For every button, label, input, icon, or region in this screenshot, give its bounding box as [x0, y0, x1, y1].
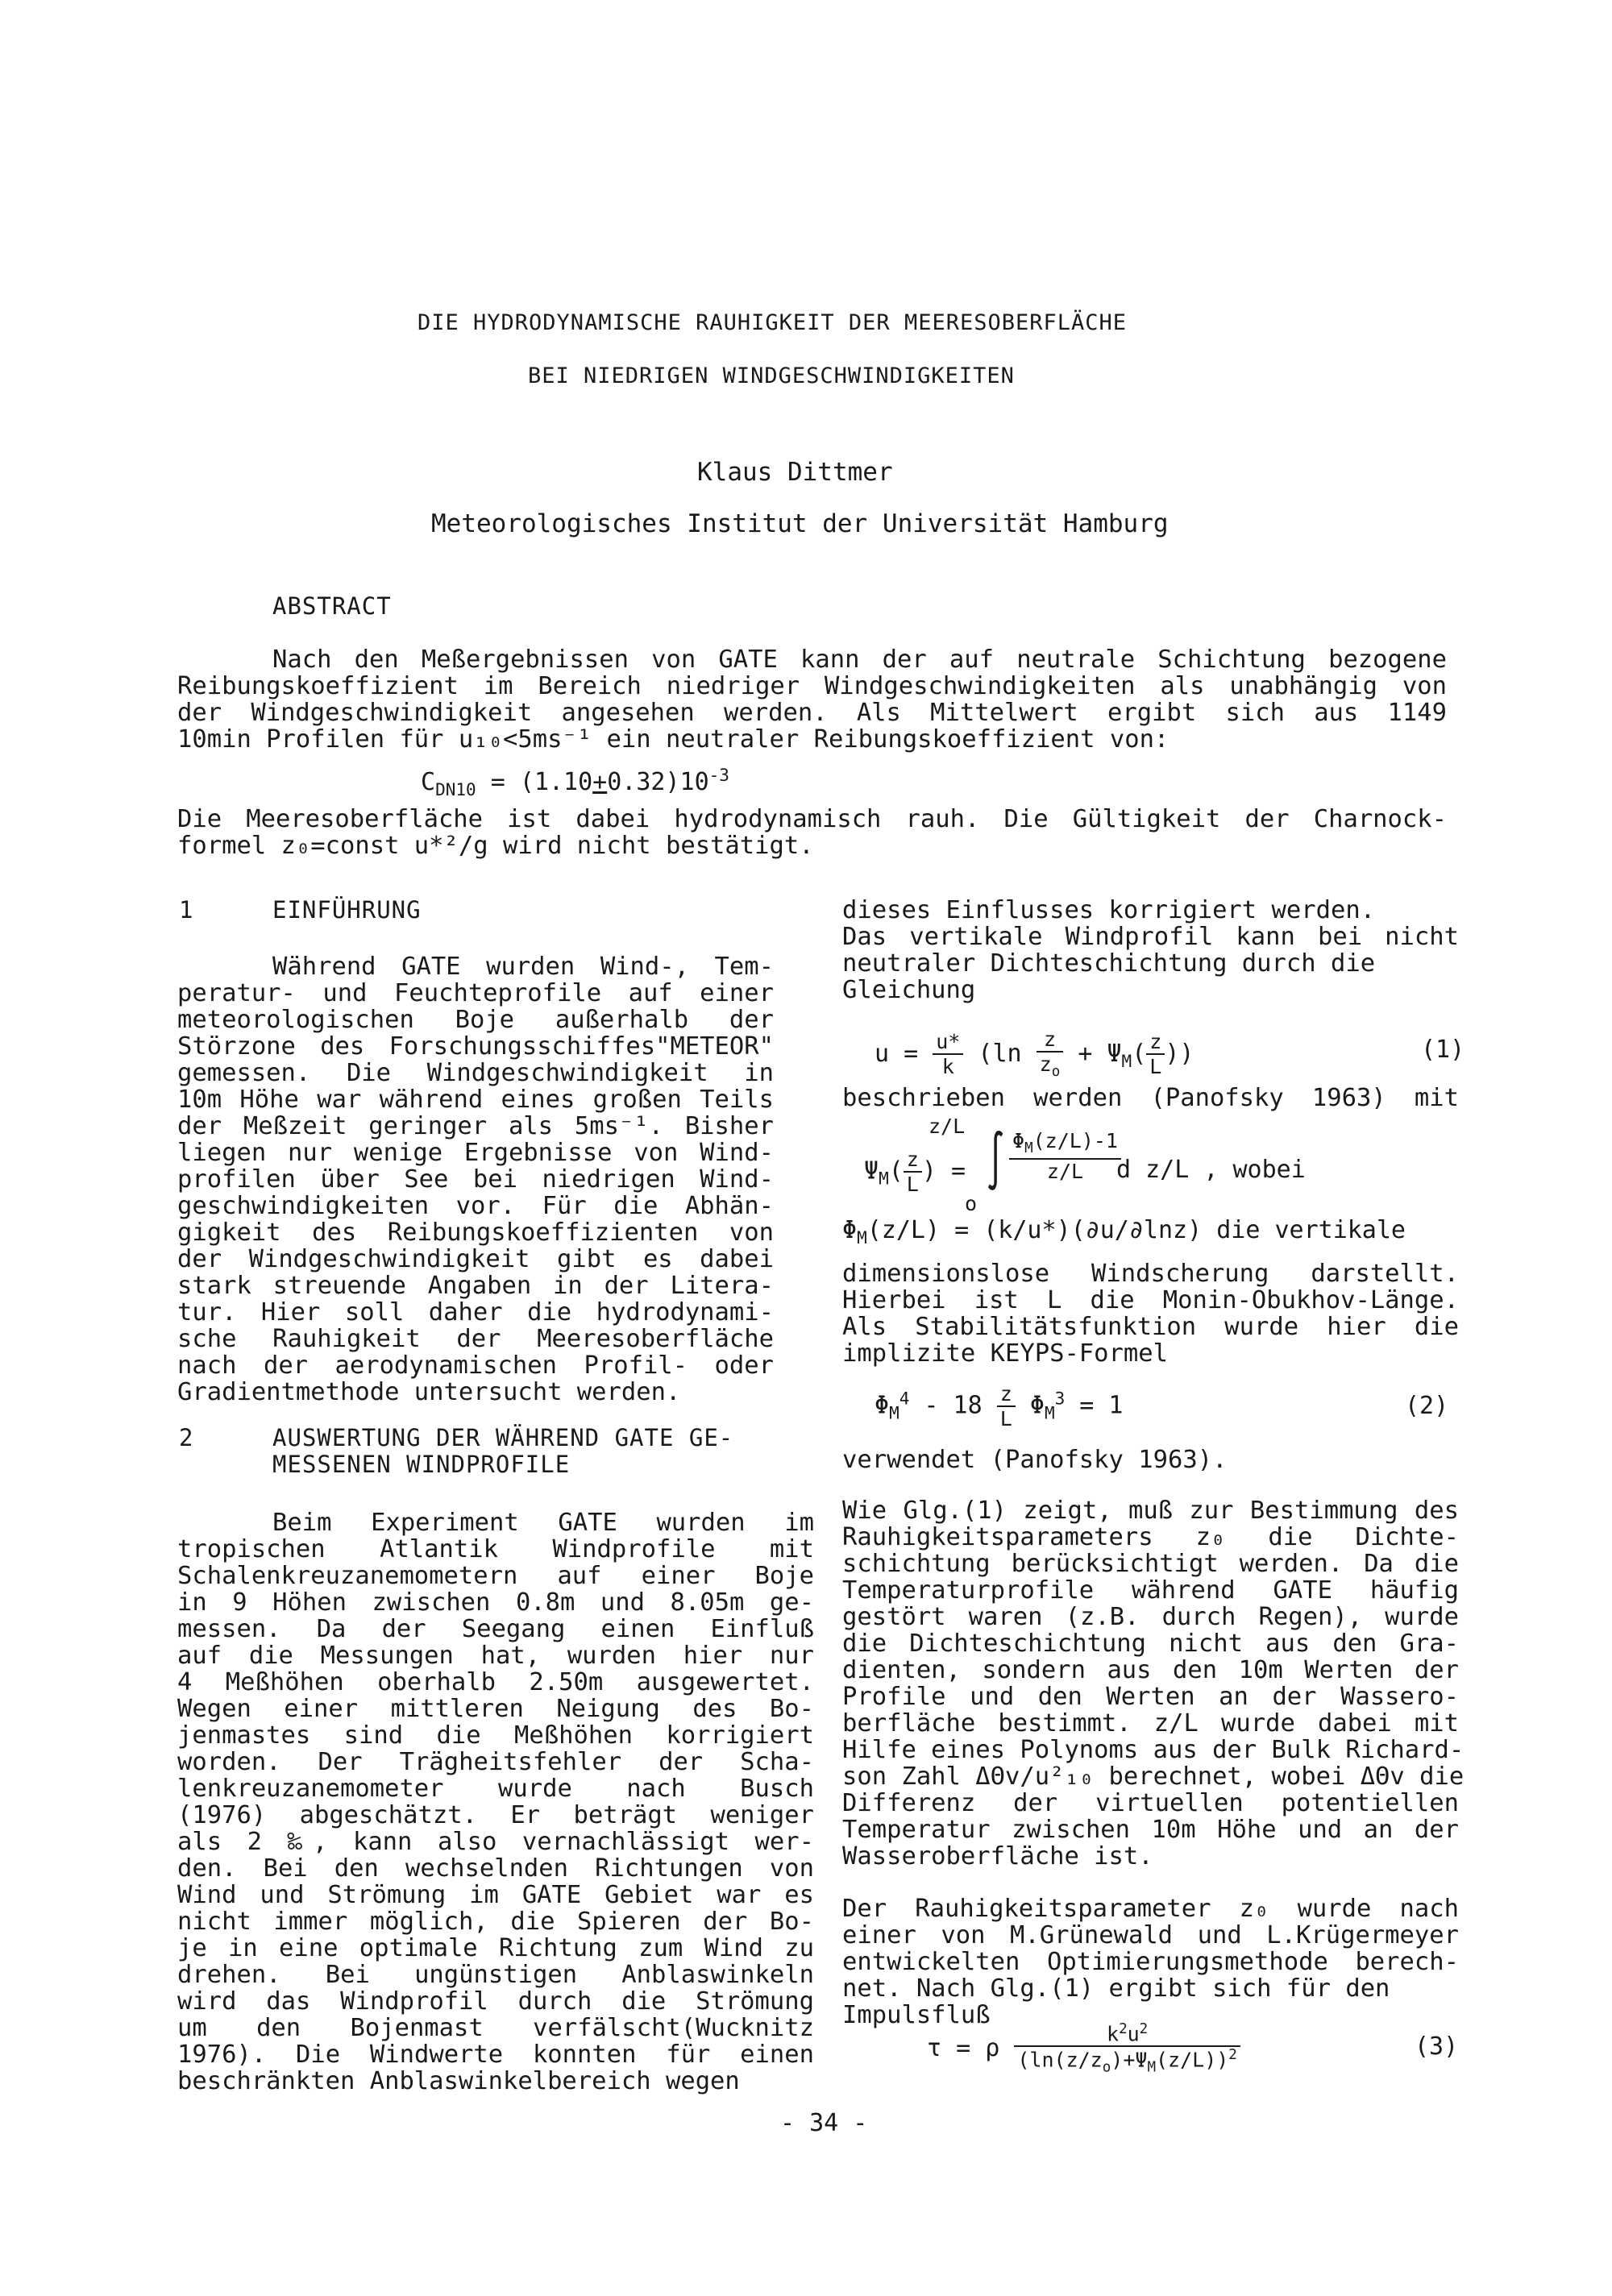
- body-line: implizite KEYPS-Formel: [842, 1339, 1168, 1368]
- right-column-mid: [842, 1260, 1459, 1367]
- body-line: Störzone des Forschungsschiffes"METEOR": [177, 1032, 774, 1061]
- body-line: 10m Höhe war während eines großen Teils: [177, 1086, 774, 1114]
- body-line: son Zahl ΔΘv/u²₁₀ berechnet, wobei ΔΘv die: [842, 1762, 1465, 1791]
- abstract-line: Die Meeresoberfläche ist dabei hydrodynamisch rauh. Die Gültigkeit der Charnock-: [177, 805, 1447, 833]
- body-line: den. Bei den wechselnden Richtungen von: [177, 1854, 814, 1883]
- section-1-number: 1: [179, 896, 194, 924]
- body-line: tropischen Atlantik Windprofile mit: [177, 1535, 814, 1563]
- body-line: verwendet (Panofsky 1963).: [842, 1446, 1228, 1474]
- section-2-body: [177, 1509, 814, 2095]
- right-column-paragraph-2: [842, 1497, 1465, 1870]
- body-line: einer von M.Grünewald und L.Krügermeyer: [842, 1921, 1459, 1949]
- abstract-heading: ABSTRACT: [272, 592, 392, 620]
- abstract-line: formel z₀=const u*²/g wird nicht bestätigt.: [177, 832, 814, 860]
- body-line: lenkreuzanemometer wurde nach Busch: [177, 1775, 814, 1803]
- right-column-text: [842, 1085, 1459, 1111]
- body-line: (1976) abgeschätzt. Er beträgt weniger: [177, 1801, 814, 1829]
- body-line: der Meßzeit geringer als 5ms⁻¹. Bisher: [177, 1112, 774, 1140]
- section-2-heading-line-2: MESSENEN WINDPROFILE: [272, 1451, 571, 1478]
- body-line: dienten, sondern aus den 10m Werten der: [842, 1656, 1459, 1684]
- equation-1: u = $\frac{u*}{k}$ (ln $\frac{z}{z_o}$ + $\Psi_M$( $\frac{z}{L}$ )): [875, 1028, 1194, 1080]
- equation-psi-wobei: d z/L , wobei: [1116, 1156, 1306, 1184]
- body-line: gigkeit des Reibungskoeffizienten von: [177, 1219, 774, 1247]
- abstract-line: der Windgeschwindigkeit angesehen werden. Als Mittelwert ergibt sich aus 1149: [177, 699, 1447, 727]
- body-line: in 9 Höhen zwischen 0.8m und 8.05m ge-: [177, 1588, 814, 1617]
- body-line: als 2 ‰, kann also vernachlässigt wer-: [177, 1828, 814, 1856]
- equation-psi-integral: z/L $\Psi_M$( $\frac{z}{L}$ ) = ∫ $\frac{\Phi_M(z/L)-1}{z/L}$ o: [864, 1115, 1299, 1211]
- body-line: um den Bojenmast verfälscht(Wucknitz: [177, 2014, 814, 2042]
- body-line: profilen über See bei niedrigen Wind-: [177, 1165, 774, 1194]
- body-line: peratur- und Feuchteprofile auf einer: [177, 979, 774, 1007]
- body-line: 1976). Die Windwerte konnten für einen: [177, 2041, 814, 2069]
- equation-2: $\Phi_M^4 - 18$ $\frac{z}{L}$ $\Phi_M^3 = 1$: [875, 1382, 1124, 1430]
- equation-1-number: (1): [1421, 1036, 1465, 1064]
- abstract-line: Nach den Meßergebnissen von GATE kann der auf neutrale Schichtung bezogene: [272, 646, 1447, 674]
- body-line: Differenz der virtuellen potentiellen: [842, 1789, 1459, 1817]
- body-line: Während GATE wurden Wind-, Tem-: [272, 953, 774, 981]
- body-line: Beim Experiment GATE wurden im: [272, 1509, 814, 1537]
- paper-title-line-2: BEI NIEDRIGEN WINDGESCHWINDIGKEITEN: [528, 363, 1015, 388]
- body-line: Temperaturprofile während GATE häufig: [842, 1576, 1459, 1605]
- body-line: schichtung berücksichtigt werden. Da die: [842, 1550, 1459, 1578]
- body-line: auf die Messungen hat, wurden hier nur: [177, 1642, 814, 1670]
- body-line: nach der aerodynamischen Profil- oder: [177, 1351, 774, 1380]
- body-line: Impulsfluß: [842, 2001, 991, 2029]
- right-column-paragraph-3: [842, 1895, 1459, 2028]
- body-line: jenmastes sind die Meßhöhen korrigiert: [177, 1721, 814, 1750]
- body-line: net. Nach Glg.(1) ergibt sich für den: [842, 1974, 1390, 2003]
- abstract-body: [177, 646, 1447, 753]
- body-line: der Windgeschwindigkeit gibt es dabei: [177, 1245, 774, 1273]
- body-line: Gradientmethode untersucht werden.: [177, 1378, 681, 1406]
- abstract-line: 10min Profilen für u₁₀<5ms⁻¹ ein neutraler Reibungskoeffizient von:: [177, 725, 1170, 754]
- author-name: Klaus Dittmer: [697, 458, 893, 487]
- right-column-after-eq2: [842, 1447, 1459, 1473]
- equation-phi-definition: $\Phi_M(z/L) = (k/u*)(\partial u/\partial\ln z)$ die vertikale: [842, 1216, 1406, 1248]
- body-line: meteorologischen Boje außerhalb der: [177, 1006, 774, 1034]
- body-line: Profile und den Werten an der Wassero-: [842, 1683, 1459, 1711]
- body-line: Hilfe eines Polynoms aus der Bulk Richard-: [842, 1736, 1465, 1764]
- body-line: stark streuende Angaben in der Litera-: [177, 1272, 774, 1300]
- body-line: dimensionslose Windscherung darstellt.: [842, 1260, 1459, 1288]
- body-line: drehen. Bei ungünstigen Anblaswinkeln: [177, 1961, 814, 1989]
- section-2-number: 2: [179, 1424, 194, 1451]
- body-line: nicht immer möglich, die Spieren der Bo-: [177, 1908, 814, 1936]
- equation-3-number: (3): [1415, 2032, 1459, 2061]
- body-line: Als Stabilitätsfunktion wurde hier die: [842, 1313, 1459, 1341]
- body-line: 4 Meßhöhen oberhalb 2.50m ausgewertet.: [177, 1668, 814, 1696]
- section-2-heading-line-1: AUSWERTUNG DER WÄHREND GATE GE-: [272, 1424, 734, 1451]
- body-line: wird das Windprofil durch die Strömung: [177, 1987, 814, 2016]
- body-line: liegen nur wenige Ergebnisse von Wind-: [177, 1139, 774, 1167]
- body-line: gestört waren (z.B. durch Regen), wurde: [842, 1603, 1459, 1631]
- body-line: tur. Hier soll daher die hydrodynami-: [177, 1298, 774, 1327]
- body-line: Schalenkreuzanemometern auf einer Boje: [177, 1562, 814, 1590]
- body-line: Der Rauhigkeitsparameter z₀ wurde nach: [842, 1895, 1459, 1923]
- body-line: gemessen. Die Windgeschwindigkeit in: [177, 1059, 774, 1087]
- body-line: Das vertikale Windprofil kann bei nicht: [842, 923, 1459, 951]
- body-line: Rauhigkeitsparameters z₀ die Dichte-: [842, 1523, 1459, 1551]
- body-line: worden. Der Trägheitsfehler der Scha-: [177, 1748, 814, 1776]
- body-line: sche Rauhigkeit der Meeresoberfläche: [177, 1325, 774, 1353]
- body-line: geschwindigkeiten vor. Für die Abhän-: [177, 1192, 774, 1220]
- body-line: Wie Glg.(1) zeigt, muß zur Bestimmung des: [842, 1497, 1459, 1525]
- body-line: messen. Da der Seegang einen Einfluß: [177, 1615, 814, 1643]
- body-line: die Dichteschichtung nicht aus den Gra-: [842, 1630, 1459, 1658]
- abstract-conclusion: [177, 806, 1447, 859]
- body-line: neutraler Dichteschichtung durch die: [842, 949, 1376, 978]
- section-1-body: [177, 953, 774, 1405]
- body-line: dieses Einflusses korrigiert werden.: [842, 896, 1376, 924]
- equation-3: τ = ρ $\frac{k^2u^2}{(\ln(z/z_o)+\Psi_M(z/L))^2}$: [927, 2023, 1240, 2075]
- body-line: Hierbei ist L die Monin-Obukhov-Länge.: [842, 1286, 1459, 1314]
- page-number: - 34 -: [780, 2109, 868, 2137]
- body-line: Temperatur zwischen 10m Höhe und an der: [842, 1816, 1459, 1844]
- body-line: beschränkten Anblaswinkelbereich wegen: [177, 2067, 740, 2095]
- body-line: Gleichung: [842, 976, 976, 1004]
- equation-2-number: (2): [1405, 1392, 1449, 1420]
- abstract-equation-cdn10: $C_{DN10} = (1.10+0.32)10^{-3}$: [421, 766, 729, 799]
- section-1-heading: EINFÜHRUNG: [272, 896, 422, 924]
- abstract-line: Reibungskoeffizient im Bereich niedriger Windgeschwindigkeiten als unabhängig von: [177, 672, 1447, 700]
- body-line: beschrieben werden (Panofsky 1963) mit: [842, 1084, 1459, 1112]
- body-line: berfläche bestimmt. z/L wurde dabei mit: [842, 1709, 1459, 1738]
- paper-title-line-1: DIE HYDRODYNAMISCHE RAUHIGKEIT DER MEERESOBERFLÄCHE: [418, 310, 1128, 335]
- body-line: Wind und Strömung im GATE Gebiet war es: [177, 1881, 814, 1909]
- author-affiliation: Meteorologisches Institut der Universität Hamburg: [431, 509, 1169, 538]
- body-line: Wegen einer mittleren Neigung des Bo-: [177, 1695, 814, 1723]
- body-line: Wasseroberfläche ist.: [842, 1842, 1153, 1870]
- right-column-intro: [842, 897, 1459, 1003]
- body-line: entwickelten Optimierungsmethode berech-: [842, 1948, 1459, 1976]
- body-line: je in eine optimale Richtung zum Wind zu: [177, 1934, 814, 1962]
